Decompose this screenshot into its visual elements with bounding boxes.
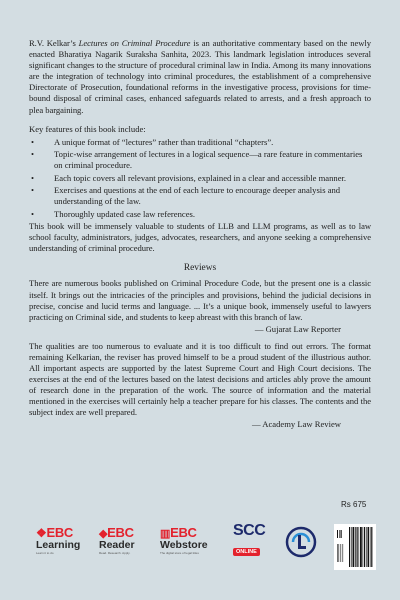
bullet-icon: • (31, 149, 35, 160)
bullet-icon: • (31, 185, 35, 196)
ebc-learning-logo (36, 524, 80, 555)
scc-text: SCC (233, 522, 266, 539)
ebc-reader-logo (99, 524, 135, 555)
ebc-reader-tagline: Read. Research. Apply. (99, 551, 131, 555)
ebc-mark: ▥EBC (160, 525, 197, 540)
reviews-heading: Reviews (183, 263, 217, 274)
ebc-reader-word: Reader (99, 539, 135, 551)
intro-text: is an authoritative commentary based on the newly enacted Bharatiya Nagarik Suraksha Sanhita, 2023. This landmark legislation introduces several significant changes to the structure of procedural criminal law in India. Among its many innovations are the integration of technology into criminal procedures, the establishment of a comprehensive Directorate of Prosecution, foundational reforms in the investigative process, provisions for time-bound disposal of criminal cases, enhanced safeguards related to arrests, and a fresh approach to plea bargaining. (29, 38, 371, 115)
review-source: — Academy Law Review (251, 419, 341, 430)
review-text: There are numerous books published on Criminal Procedure Code, but the present one is a classic itself. It brings out the intricacies of the principles and provisions, behind the judicial decisions in precise, concise and lucid terms and language. ... It’s a unique book, immensely useful to lawyers practicing on Criminal side, and students to keep abreast with this branch of law. (29, 278, 371, 322)
review-source: — Gujarat Law Reporter (254, 323, 341, 334)
ebc-learning-word: Learning (36, 539, 81, 551)
publisher-logos (0, 512, 400, 572)
ebc-webstore-tagline: The digital store of legal titles (160, 551, 199, 555)
ebc-mark: ◆EBC (99, 525, 134, 540)
ebc-learning-tagline: Learn it to do (36, 551, 54, 555)
audience-paragraph: This book will be immensely valuable to students of LLB and LLM programs, as well as to law school faculty, administrators, judges, advocates, researchers, and anyone seeking a comprehensive understanding of criminal procedure. (29, 221, 371, 254)
ebc-webstore-word: Webstore (160, 539, 208, 551)
back-cover-text (29, 38, 371, 436)
feature-item: • Each topic covers all relevant provisions, explained in a clear and accessible manner. (31, 172, 347, 183)
features-list (29, 137, 371, 220)
book-title: Lectures on Criminal Procedure (78, 38, 191, 48)
feature-item: • Exercises and questions at the end of each lecture to encourage deeper analysis and understanding of the law. (31, 185, 341, 207)
intro-paragraph (29, 38, 371, 116)
ebc-webstore-logo (160, 524, 208, 555)
feature-item: • Thoroughly updated case law references. (31, 208, 196, 219)
barcode (334, 524, 376, 570)
features-heading: Key features of this book include: (29, 123, 146, 134)
scc-online-badge: ONLINE (233, 548, 260, 556)
ebc-mark: ❖EBC (36, 525, 74, 540)
review-text: The qualities are too numerous to evaluate and it is too difficult to find out errors. The format remaining Kelkarian, the reviser has proved himself to be a proud student of the illustrious author. All important aspects are supported by the latest Supreme Court and High Court decisions. The exercises at the end of the lectures based on the latest decisions and articles ably prove the amount of research done in the preparation of the work. The source of information and the material mentioned in the exercises will certainly help a teacher prepare for his classes. The contents and the subject index are well prepared. (29, 340, 371, 418)
scc-online-logo (233, 522, 275, 558)
bullet-icon: • (31, 172, 35, 183)
feature-item: • Topic-wise arrangement of lectures in a logical sequence—a rare feature in commentaries on criminal procedure. (31, 149, 363, 171)
barcode-icon (334, 524, 376, 570)
bullet-icon: • (31, 208, 35, 219)
bullet-icon: • (31, 136, 35, 147)
author-name: R.V. Kelkar’s (29, 38, 76, 48)
circle-brand-logo (285, 526, 317, 563)
circle-brand-icon (285, 526, 317, 558)
price-label: Rs 675 (341, 500, 367, 509)
feature-item: • A unique format of “lectures” rather than traditional “chapters”. (31, 136, 274, 147)
